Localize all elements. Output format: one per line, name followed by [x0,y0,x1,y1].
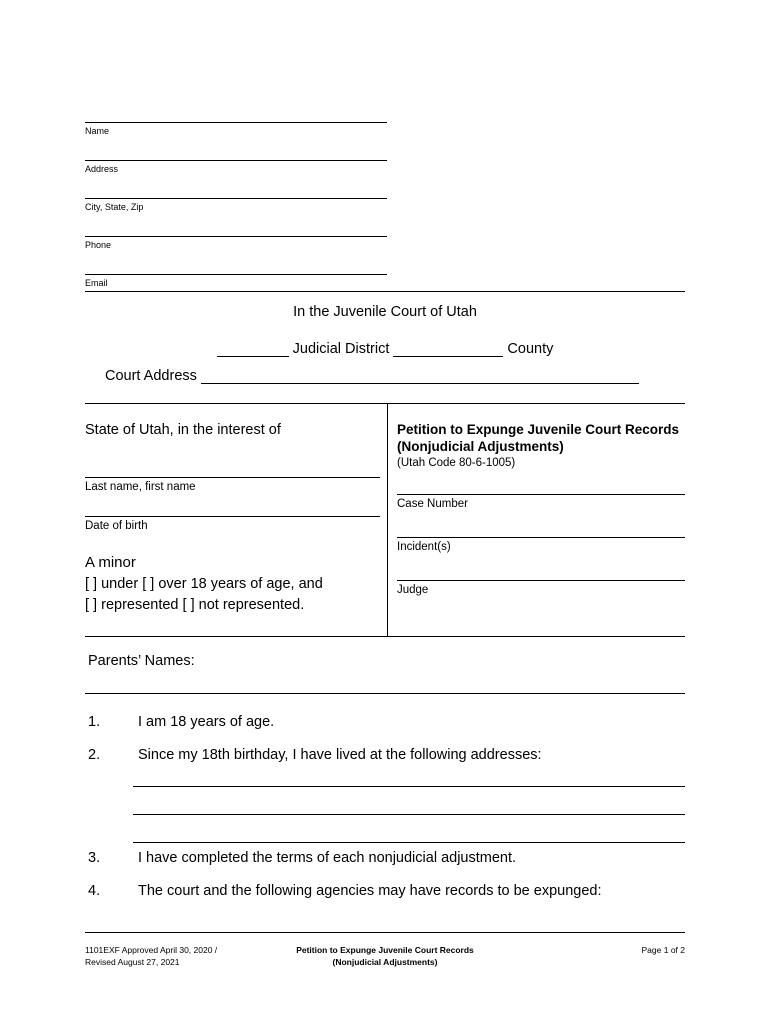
date-of-birth-label: Date of birth [85,520,148,532]
city-state-zip-label: City, State, Zip [85,202,144,212]
court-address-line [105,368,680,384]
footer-title-line2: (Nonjudicial Adjustments) [332,957,438,967]
petition-title: Petition to Expunge Juvenile Court Records (Nonjudicial Adjustments) [397,422,680,454]
district-number-blank[interactable] [217,341,289,357]
representation-checkbox-line[interactable]: [ ] represented [ ] not represented. [85,597,305,613]
address-answer-line-3[interactable] [133,842,685,843]
footer-form-id-line1: 1101EXF Approved April 30, 2020 / [85,945,218,955]
parents-names-label: Parents’ Names: [88,653,195,669]
item-4-number: 4. [88,883,101,899]
field-phone [85,219,387,257]
party-info-block [85,105,387,295]
email-label: Email [85,278,108,288]
field-name [85,105,387,143]
caption-right-column [397,404,685,596]
email-write-line[interactable] [85,257,387,275]
address-label: Address [85,164,119,174]
court-title: In the Juvenile Court of Utah [293,304,477,320]
item-3-text: I have completed the terms of each nonjudicial adjustment. [138,850,517,866]
field-address [85,143,387,181]
in-the-interest-of-text: State of Utah, in the interest of [85,422,281,438]
city-state-zip-write-line[interactable] [85,181,387,199]
footer-page-number: Page 1 of 2 [641,945,685,955]
name-write-line[interactable] [85,105,387,123]
judicial-district-line [85,341,685,357]
court-address-blank[interactable] [201,368,639,384]
caption-table [85,403,685,637]
utah-code-reference: (Utah Code 80-6-1005) [397,457,516,469]
address-answer-line-2[interactable] [133,814,685,815]
field-city-state-zip [85,181,387,219]
header-divider [85,291,685,292]
field-email [85,257,387,295]
caption-table-divider [387,404,388,636]
last-name-first-name-label: Last name, first name [85,481,196,493]
footer-divider [85,932,685,933]
item-1-number: 1. [88,714,101,730]
judicial-district-label: Judicial District [292,341,390,357]
incidents-label: Incident(s) [397,541,451,553]
court-address-label: Court Address [105,368,197,384]
item-2-text: Since my 18th birthday, I have lived at the following addresses: [138,747,542,763]
parents-names-write-line[interactable] [85,693,685,694]
footer-title-line1: Petition to Expunge Juvenile Court Records [296,945,474,955]
item-3-number: 3. [88,850,101,866]
phone-label: Phone [85,240,112,250]
address-write-line[interactable] [85,143,387,161]
item-1-text: I am 18 years of age. [138,714,275,730]
case-number-label: Case Number [397,498,468,510]
judge-label: Judge [397,584,429,596]
age-checkbox-line[interactable]: [ ] under [ ] over 18 years of age, and [85,576,323,592]
caption-left-column [85,404,380,613]
name-label: Name [85,126,110,136]
item-2-number: 2. [88,747,101,763]
county-name-blank[interactable] [393,341,503,357]
county-label: County [507,341,554,357]
item-4-text: The court and the following agencies may have records to be expunged: [138,883,602,899]
footer-form-id-line2: Revised August 27, 2021 [85,957,180,967]
a-minor-text: A minor [85,554,136,571]
address-answer-line-1[interactable] [133,786,685,787]
phone-write-line[interactable] [85,219,387,237]
